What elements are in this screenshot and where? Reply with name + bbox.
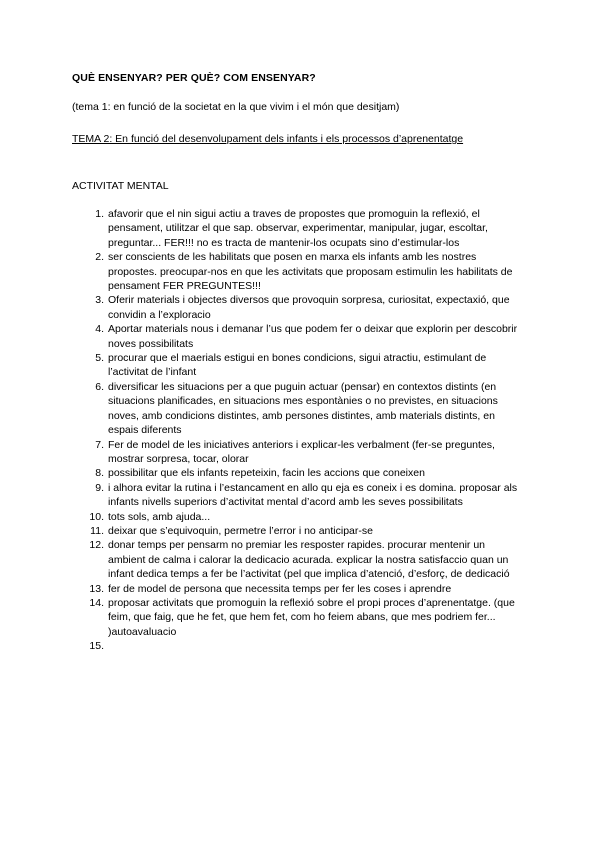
- list-item-text: procurar que el maerials estigui en bones condicions, sigui atractiu, estimulant de l’activitat de l’infant: [108, 352, 487, 379]
- list-item-text: proposar activitats que promoguin la reflexió sobre el propi proces d’aprenentatge. (que feim, que faig, que he fet, que hem fet, com ho feiem abans, que mes podriem fer... )autoavaluacio: [108, 596, 515, 638]
- list-item: [84, 293, 524, 322]
- list-item-number: 6.: [95, 380, 104, 393]
- list-item-number: 1.: [95, 208, 104, 220]
- list-item: [84, 207, 524, 250]
- list-item-text: deixar que s’equivoquin, permetre l’error i no anticipar-se: [108, 524, 373, 537]
- list-item-text: fer de model de persona que necessita temps per fer les coses i aprendre: [108, 582, 452, 595]
- list-item-text: possibilitar que els infants repeteixin, facin les accions que coneixen: [108, 467, 425, 480]
- list-item: [84, 466, 524, 480]
- list-item-text: afavorir que el nin sigui actiu a traves de propostes que promoguin la reflexió, el pensament, utilitzar el que sap. observar, experimentar, manipular, jugar, escoltar, preguntar... FER!!! no es tracta de mantenir-los ocupats sino d’estimular-los: [108, 208, 488, 249]
- list-item-number: 15.: [89, 640, 104, 653]
- list-item-number: 8.: [95, 467, 104, 480]
- list-item: [84, 596, 524, 639]
- list-item-number: 14.: [89, 596, 104, 609]
- list-item: [84, 438, 524, 467]
- list-item: [84, 524, 524, 538]
- list-item: [84, 250, 524, 293]
- tema2-heading: TEMA 2: En funció del desenvolupament dels infants i els processos d’aprenentatge: [72, 133, 464, 145]
- list-item-text: i alhora evitar la rutina i l’estancament en allo qu eja es coneix i es domina. proposar als infants nivells superiors d’activitat mental d’acord amb les seves possibilitats: [108, 481, 518, 509]
- list-item: [84, 510, 524, 524]
- list-item: [84, 582, 524, 596]
- list-item-number: 10.: [89, 510, 104, 523]
- list-item-number: 11.: [90, 524, 104, 537]
- activity-list: [84, 207, 524, 654]
- list-item-text: tots sols, amb ajuda...: [108, 510, 211, 523]
- list-item: [84, 538, 524, 581]
- list-item-number: 13.: [89, 582, 104, 595]
- section-heading: ACTIVITAT MENTAL: [72, 180, 169, 192]
- list-item-text: [108, 639, 524, 653]
- list-item: [84, 351, 524, 380]
- list-item: [84, 380, 524, 438]
- document-subtitle: (tema 1: en funció de la societat en la que vivim i el món que desitjam): [72, 101, 400, 113]
- document-title: QUÈ ENSENYAR? PER QUÈ? COM ENSENYAR?: [72, 72, 316, 84]
- list-item-text: donar temps per pensarm no premiar les resposter rapides. procurar mentenir un ambient de calma i calorar la dedicacio acurada. explicar la nostra satisfaccio quan un infant dedica temps a fer be l’activitat (pel que implica d’atenció, d’esforç, de dedicació: [108, 539, 510, 581]
- list-item-number: 2.: [95, 251, 104, 264]
- list-item-text: diversificar les situacions per a que puguin actuar (pensar) en contextos distints (en situacions planificades, en situacions mes espontànies o no previstes, en situacions noves, amb condicions distintes, amb persones distintes, amb materials distints, en espais diferents: [108, 380, 498, 437]
- list-item-number: 7.: [95, 438, 104, 451]
- list-item: [84, 639, 524, 653]
- list-item-text: Fer de model de les iniciatives anteriors i explicar-les verbalment (fer-se preguntes, mostrar sorpresa, tocar, olorar: [108, 438, 495, 465]
- list-item-text: Oferir materials i objectes diversos que provoquin sorpresa, curiositat, expectaxió, que convidin a l’exploracio: [108, 294, 510, 321]
- list-item-text: Aportar materials nous i demanar l’us que podem fer o deixar que explorin per descobrir noves possibilitats: [108, 323, 518, 350]
- list-item: [84, 322, 524, 351]
- list-item-number: 3.: [95, 294, 104, 307]
- list-item: [84, 481, 524, 510]
- list-item-text: ser conscients de les habilitats que posen en marxa els infants amb les nostres propostes. preocupar-nos en que les activitats que proposam estimulin les habilitats de pensament FER PREGUNTES!!!: [108, 251, 513, 293]
- list-item-number: 4.: [95, 323, 104, 336]
- list-item-number: 12.: [89, 539, 104, 552]
- list-item-number: 9.: [95, 481, 104, 494]
- list-item-number: 5.: [95, 352, 104, 365]
